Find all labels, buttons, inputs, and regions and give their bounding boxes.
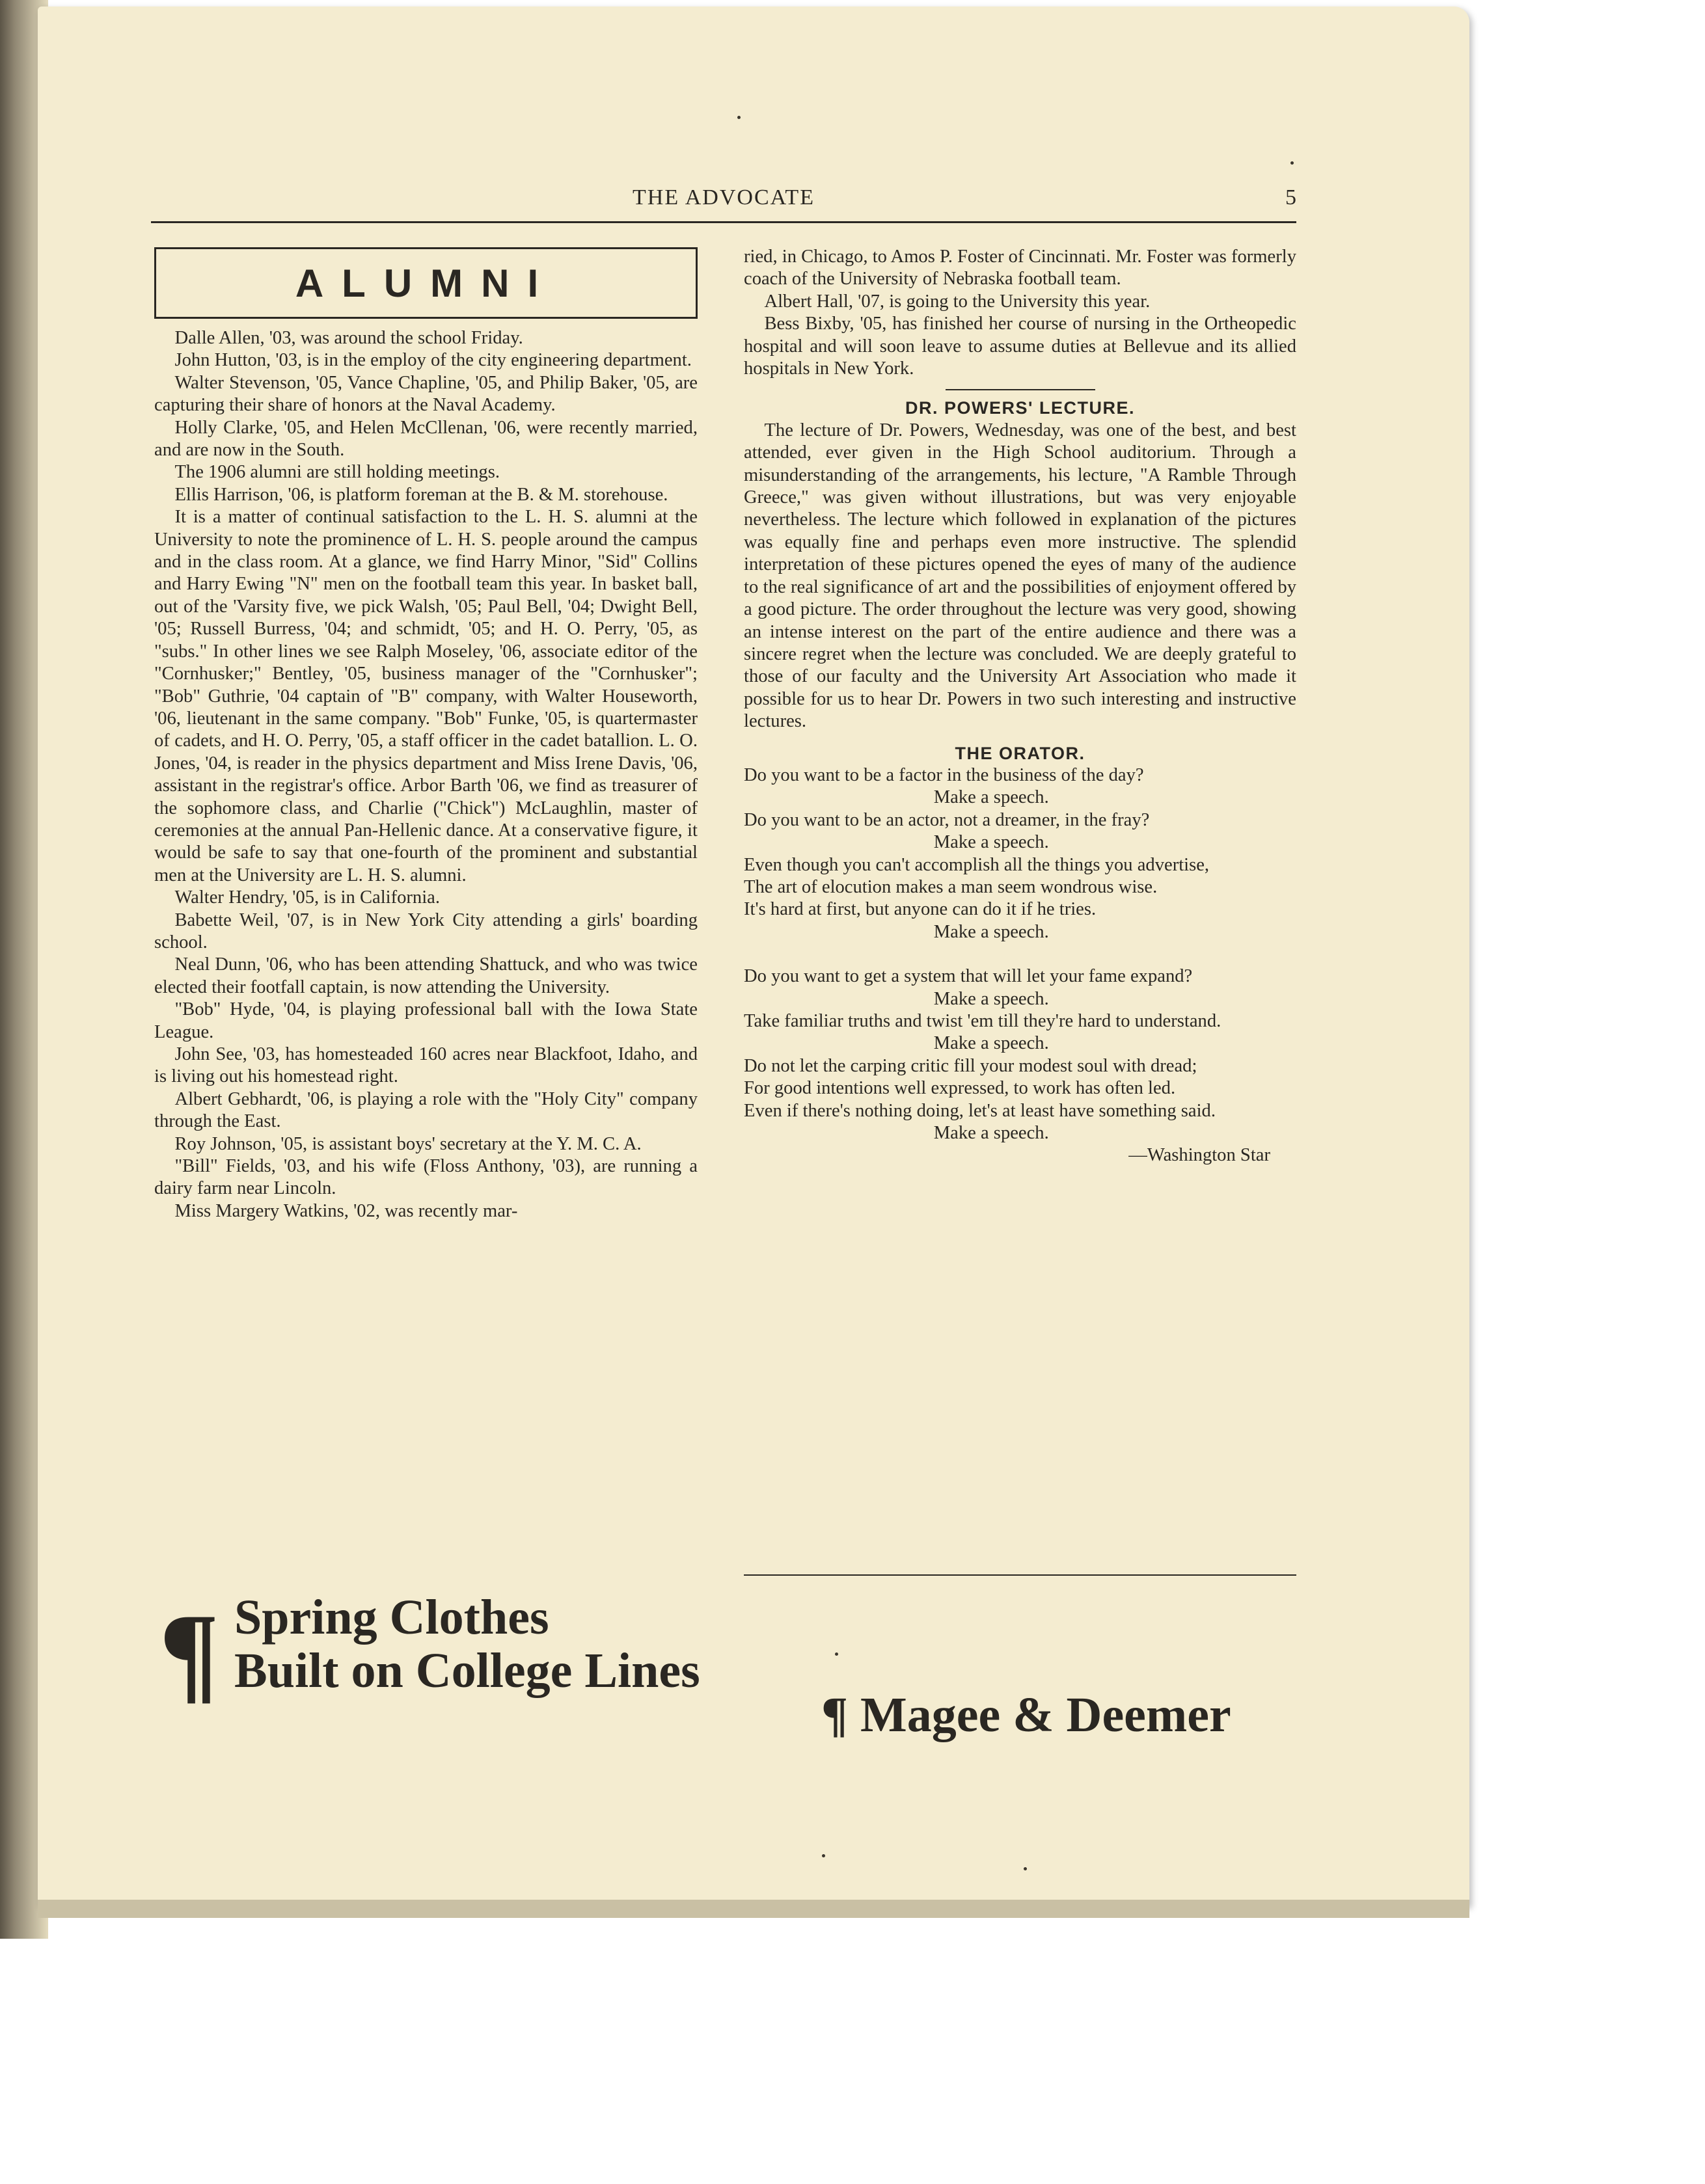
- poem-line: Do you want to be an actor, not a dreamer, in the fray?: [744, 809, 1150, 830]
- advert-magee-deemer: [821, 1688, 1231, 1742]
- poem-line: For good intentions well expressed, to work has often led.: [744, 1078, 1176, 1099]
- orator-poem: [744, 764, 1296, 1145]
- alumni-item: Dalle Allen, '03, was around the school Friday.: [174, 328, 523, 348]
- poem-line: Do you want to be a factor in the business of the day?: [744, 764, 1144, 785]
- alumni-continued: ried, in Chicago, to Amos P. Foster of Cincinnati. Mr. Foster was formerly coach of the University of Nebraska football team.: [744, 247, 1297, 290]
- pilcrow-icon: ¶: [821, 1688, 849, 1742]
- poem-stanza-gap: [744, 943, 1296, 965]
- alumni-item: Miss Margery Watkins, '02, was recently mar-: [174, 1200, 518, 1221]
- alumni-item: The 1906 alumni are still holding meetings.: [174, 462, 500, 483]
- poem-refrain: Make a speech.: [933, 1123, 1049, 1144]
- alumni-item: "Bill" Fields, '03, and his wife (Floss Anthony, '03), are running a dairy farm near Lincoln.: [154, 1156, 698, 1199]
- right-column: [744, 246, 1296, 1167]
- alumni-item: Ellis Harrison, '06, is platform foreman at the B. & M. storehouse.: [174, 484, 668, 505]
- pilcrow-icon: ¶: [159, 1591, 219, 1714]
- alumni-item: Bess Bixby, '05, has finished her course of nursing in the Ortheopedic hospital and will soon leave to assume duties at Bellevue and its allied hospitals in New York.: [744, 314, 1296, 379]
- alumni-item: Albert Gebhardt, '06, is playing a role with the "Holy City" company through the East.: [154, 1088, 698, 1132]
- left-column: [154, 327, 698, 1222]
- running-header: [151, 185, 1296, 214]
- poem-line: Even if there's nothing doing, let's at least have something said.: [744, 1100, 1216, 1121]
- alumni-item: It is a matter of continual satisfaction to the L. H. S. alumni at the University to note the prominence of L. H. S. people around the campus and in the class room. At a glance, we find Harry Minor, "Sid" Collins and Harry Ewing "N" men on the football team this year. In basket ball, out of the 'Varsity five, we pick Walsh, '05; Paul Bell, '04; Dwight Bell, '05; Russell Burress, '04; and schmidt, '05; and H. O. Perry, '05, as "subs." In other lines we see Ralph Moseley, '06, associate editor of the "Cornhusker;" Bentley, '05, business manager of the "Cornhusker"; "Bob" Guthrie, '04 captain of "B" company, with Walter Houseworth, '06, lieutenant in the same company. "Bob" Funke, '05, is quartermaster of cadets, and H. O. Perry, '05, a staff officer in the cadet batallion. L. O. Jones, '04, is reader in the physics department and Miss Irene Davis, '06, assistant in the registrar's office. Arbor Barth '06, we find as treasurer of the sophomore class, and Charlie ("Chick") McLaughlin, master of ceremonies at the annual Pan-Hellenic dance. At a conservative figure, it would be safe to say that one-fourth of the prominent and substantial men at the University are L. H. S. alumni.: [154, 507, 698, 885]
- advert-spring-clothes: [159, 1590, 700, 1714]
- paper-speck: [1024, 1867, 1027, 1870]
- poem-refrain: Make a speech.: [933, 1033, 1049, 1054]
- lecture-heading: DR. POWERS' LECTURE.: [905, 398, 1135, 418]
- advert-line: Spring Clothes: [234, 1590, 549, 1645]
- footer-rule: [744, 1574, 1296, 1576]
- alumni-item: Walter Stevenson, '05, Vance Chapline, '05, and Philip Baker, '05, are capturing their share of honors at the Naval Academy.: [154, 372, 698, 416]
- header-rule: [151, 221, 1296, 223]
- poem-refrain: Make a speech.: [933, 832, 1049, 853]
- alumni-item: Albert Hall, '07, is going to the University this year.: [764, 291, 1151, 312]
- poem-line: Do you want to get a system that will let your fame expand?: [744, 966, 1193, 987]
- section-divider: [946, 389, 1095, 390]
- poem-refrain: Make a speech.: [933, 921, 1049, 942]
- paper-speck: [737, 116, 741, 119]
- alumni-item: Babette Weil, '07, is in New York City attending a girls' boarding school.: [154, 910, 698, 952]
- alumni-item: John See, '03, has homesteaded 160 acres near Blackfoot, Idaho, and is living out his homestead right.: [154, 1044, 698, 1087]
- poem-line: Even though you can't accomplish all the things you advertise,: [744, 854, 1210, 875]
- paper-speck: [1290, 161, 1294, 165]
- poem-attribution: —Washington Star: [1128, 1145, 1270, 1166]
- alumni-item: Roy Johnson, '05, is assistant boys' secretary at the Y. M. C. A.: [174, 1133, 642, 1154]
- page-number: 5: [1285, 185, 1296, 209]
- poem-refrain: Make a speech.: [933, 787, 1049, 808]
- poem-line: Take familiar truths and twist 'em till they're hard to understand.: [744, 1011, 1221, 1031]
- orator-heading: THE ORATOR.: [955, 743, 1085, 763]
- alumni-item: John Hutton, '03, is in the employ of the city engineering department.: [174, 350, 692, 371]
- page-edge: [38, 1900, 1469, 1918]
- paper-speck: [822, 1854, 825, 1857]
- alumni-item: "Bob" Hyde, '04, is playing professional ball with the Iowa State League.: [154, 999, 698, 1042]
- paper-speck: [835, 1652, 838, 1656]
- alumni-item: Holly Clarke, '05, and Helen McCllenan, '06, were recently married, and are now in the South.: [154, 417, 698, 461]
- poem-line: Do not let the carping critic fill your modest soul with dread;: [744, 1055, 1197, 1076]
- publication-title: THE ADVOCATE: [633, 185, 815, 209]
- poem-line: The art of elocution makes a man seem wondrous wise.: [744, 876, 1158, 897]
- alumni-item: Neal Dunn, '06, who has been attending Shattuck, and who was twice elected their footfall captain, is now attending the University.: [154, 954, 698, 997]
- alumni-item: Walter Hendry, '05, is in California.: [174, 887, 441, 908]
- poem-refrain: Make a speech.: [933, 988, 1049, 1009]
- advert-line: Built on College Lines: [234, 1643, 700, 1698]
- alumni-heading: ALUMNI: [154, 247, 698, 319]
- poem-line: It's hard at first, but anyone can do it if he tries.: [744, 899, 1097, 920]
- advert-name: Magee & Deemer: [860, 1688, 1231, 1742]
- lecture-text: The lecture of Dr. Powers, Wednesday, was one of the best, and best attended, ever given in the High School auditorium. Through a misunderstanding of the arrangements, his lecture, "A Ramble Through Greece," was given without illustrations, but was very enjoyable nevertheless. The lecture which followed in explanation of the pictures was equally fine and perhaps even more instructive. The splendid interpretation of these pictures opened the eyes of many of the audience to the real significance of art and the possibilities of enjoyment offered by a good picture. The order throughout the lecture was very good, showing an intense interest on the part of the entire audience and there was a sincere regret when the lecture was concluded. We are deeply grateful to those of our faculty and the University Art Association who made it possible for us to hear Dr. Powers in two such interesting and instructive lectures.: [744, 420, 1296, 732]
